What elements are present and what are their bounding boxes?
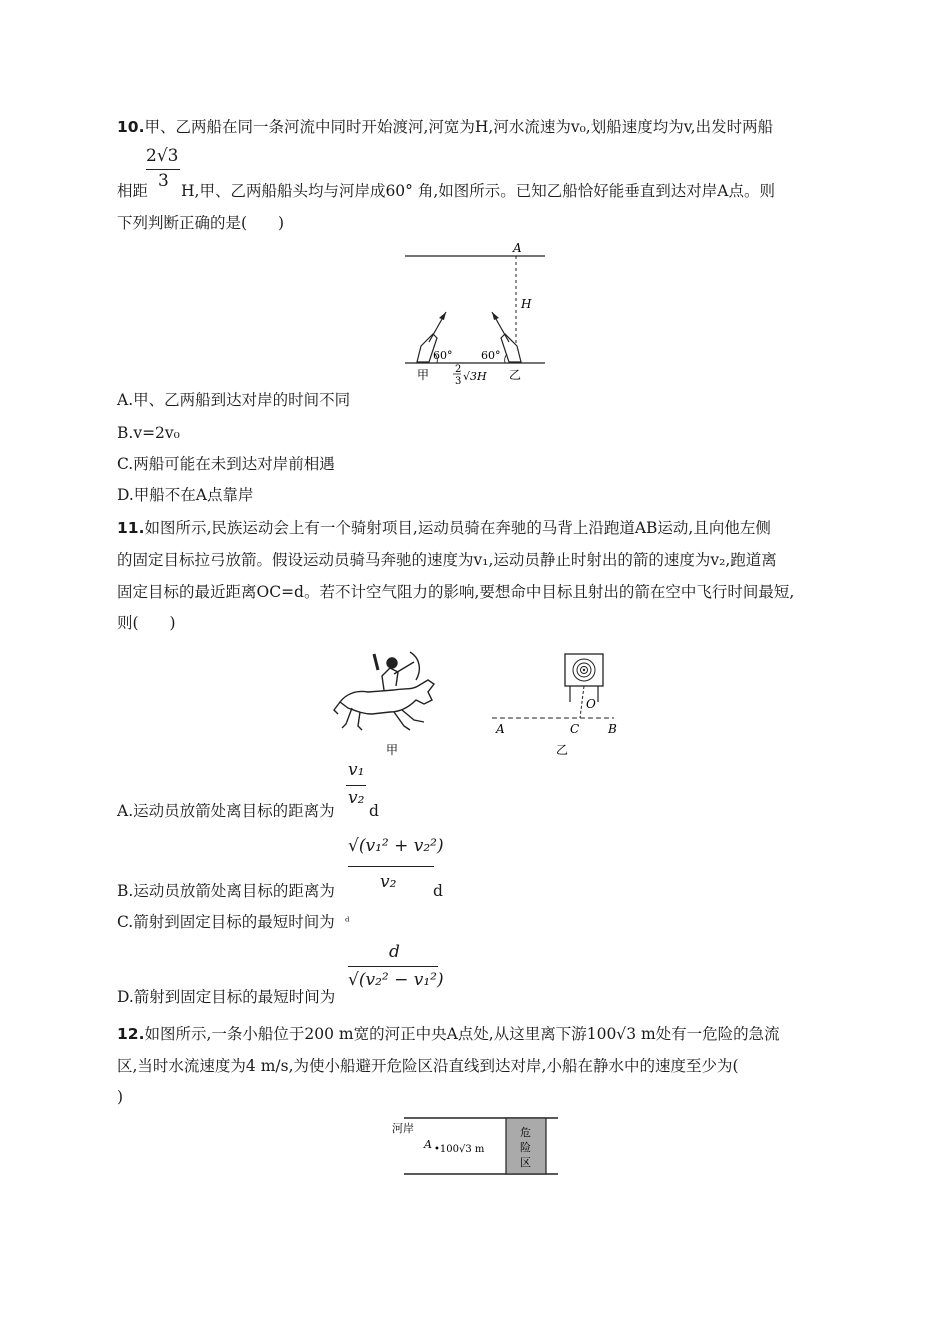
q11-b-suffix: d	[433, 882, 443, 900]
q11-line2: 的固定目标拉弓放箭。假设运动员骑马奔驰的速度为v₁,运动员静止时射出的箭的速度为v₂,跑道离	[117, 551, 777, 569]
question-number: 11.	[117, 519, 145, 537]
danger-char-3: 区	[520, 1156, 531, 1169]
q10-fraction-numerator: 2√3	[146, 146, 179, 166]
q10-fraction-denominator: 3	[158, 171, 169, 191]
label-A: A	[513, 241, 522, 255]
label-H: H	[521, 297, 532, 311]
q11-d-frac-den: √(v₂² − v₁²)	[348, 970, 444, 990]
q10-option-b: B.v=2v₀	[117, 424, 180, 442]
q12-text-1: 如图所示,一条小船位于200 m宽的河正中央A点处,从这里离下游100√3 m处有一危险的急流	[144, 1025, 780, 1043]
q12-line2: 区,当时水流速度为4 m/s,为使小船避开危险区沿直线到达对岸,小船在静水中的速度至少为(	[117, 1057, 739, 1075]
fig-label-yi: 乙	[556, 743, 569, 757]
dist-value: √3H	[463, 370, 487, 383]
question-number: 12.	[117, 1025, 145, 1043]
label-bank: 河岸	[392, 1122, 414, 1135]
label-A: A	[496, 722, 505, 736]
q12-line1	[117, 1023, 780, 1045]
target-track-diagram	[488, 650, 628, 760]
q11-d-frac-bar	[348, 966, 438, 967]
angle-label-left: 60°	[433, 349, 453, 362]
q10-option-d: D.甲船不在A点靠岸	[117, 486, 254, 504]
q11-text-1: 如图所示,民族运动会上有一个骑射项目,运动员骑在奔驰的马背上沿跑道AB运动,且向他左侧	[144, 519, 771, 537]
q12-line3: )	[117, 1088, 124, 1106]
label-yi: 乙	[509, 368, 522, 382]
dist-denominator: 3	[455, 376, 462, 387]
q10-line2-prefix: 相距	[117, 182, 149, 200]
danger-zone-diagram	[388, 1112, 563, 1180]
q11-line3: 固定目标的最近距离OC=d。若不计空气阻力的影响,要想命中目标且射出的箭在空中飞行时间最短,	[117, 583, 795, 601]
danger-char-2: 险	[520, 1141, 531, 1154]
q11-option-a: A.运动员放箭处离目标的距离为	[117, 802, 335, 820]
q11-a-frac-num: v₁	[348, 760, 365, 780]
fig-label-jia: 甲	[386, 743, 399, 757]
q11-option-d: D.箭射到固定目标的最短时间为	[117, 988, 336, 1006]
q10-line3: 下列判断正确的是( )	[117, 214, 285, 232]
q11-a-suffix: d	[369, 802, 379, 820]
label-A: A	[424, 1138, 432, 1151]
question-number: 10.	[117, 118, 145, 136]
q10-line1	[117, 116, 773, 138]
q11-b-frac-den: v₂	[380, 872, 397, 892]
q11-line1	[117, 517, 771, 539]
q10-option-a: A.甲、乙两船到达对岸的时间不同	[117, 391, 351, 409]
dist-numerator: 2	[455, 364, 462, 375]
q10-text-1: 甲、乙两船在同一条河流中同时开始渡河,河宽为H,河水流速为v₀,划船速度均为v,出发时两船	[144, 118, 774, 136]
label-O: O	[586, 697, 596, 711]
q11-a-frac-bar	[346, 785, 366, 786]
label-jia: 甲	[417, 368, 430, 382]
q11-option-b: B.运动员放箭处离目标的距离为	[117, 882, 335, 900]
horse-archer-illustration	[332, 650, 452, 760]
danger-char-1: 危	[520, 1126, 531, 1139]
q11-b-frac-num: √(v₁² + v₂²)	[348, 836, 444, 856]
label-B: B	[608, 722, 617, 736]
angle-label-right: 60°	[481, 349, 501, 362]
q11-option-c: C.箭射到固定目标的最短时间为	[117, 913, 335, 931]
q10-river-diagram	[395, 238, 555, 388]
label-C: C	[570, 722, 580, 736]
q10-fraction-bar	[146, 169, 180, 170]
q11-a-frac-den: v₂	[348, 788, 365, 808]
q10-line2-rest: H,甲、乙两船船头均与河岸成60° 角,如图所示。已知乙船恰好能垂直到达对岸A点。则	[181, 182, 775, 200]
q11-d-frac-num: d	[389, 942, 400, 962]
q11-b-frac-bar	[348, 866, 434, 867]
q11-line4: 则( )	[117, 614, 176, 632]
q10-option-c: C.两船可能在未到达对岸前相遇	[117, 455, 335, 473]
oc-dashed-line	[580, 686, 584, 718]
q11-c-suffix: ᵈ	[345, 915, 350, 928]
label-distance: •100√3 m	[434, 1144, 485, 1155]
